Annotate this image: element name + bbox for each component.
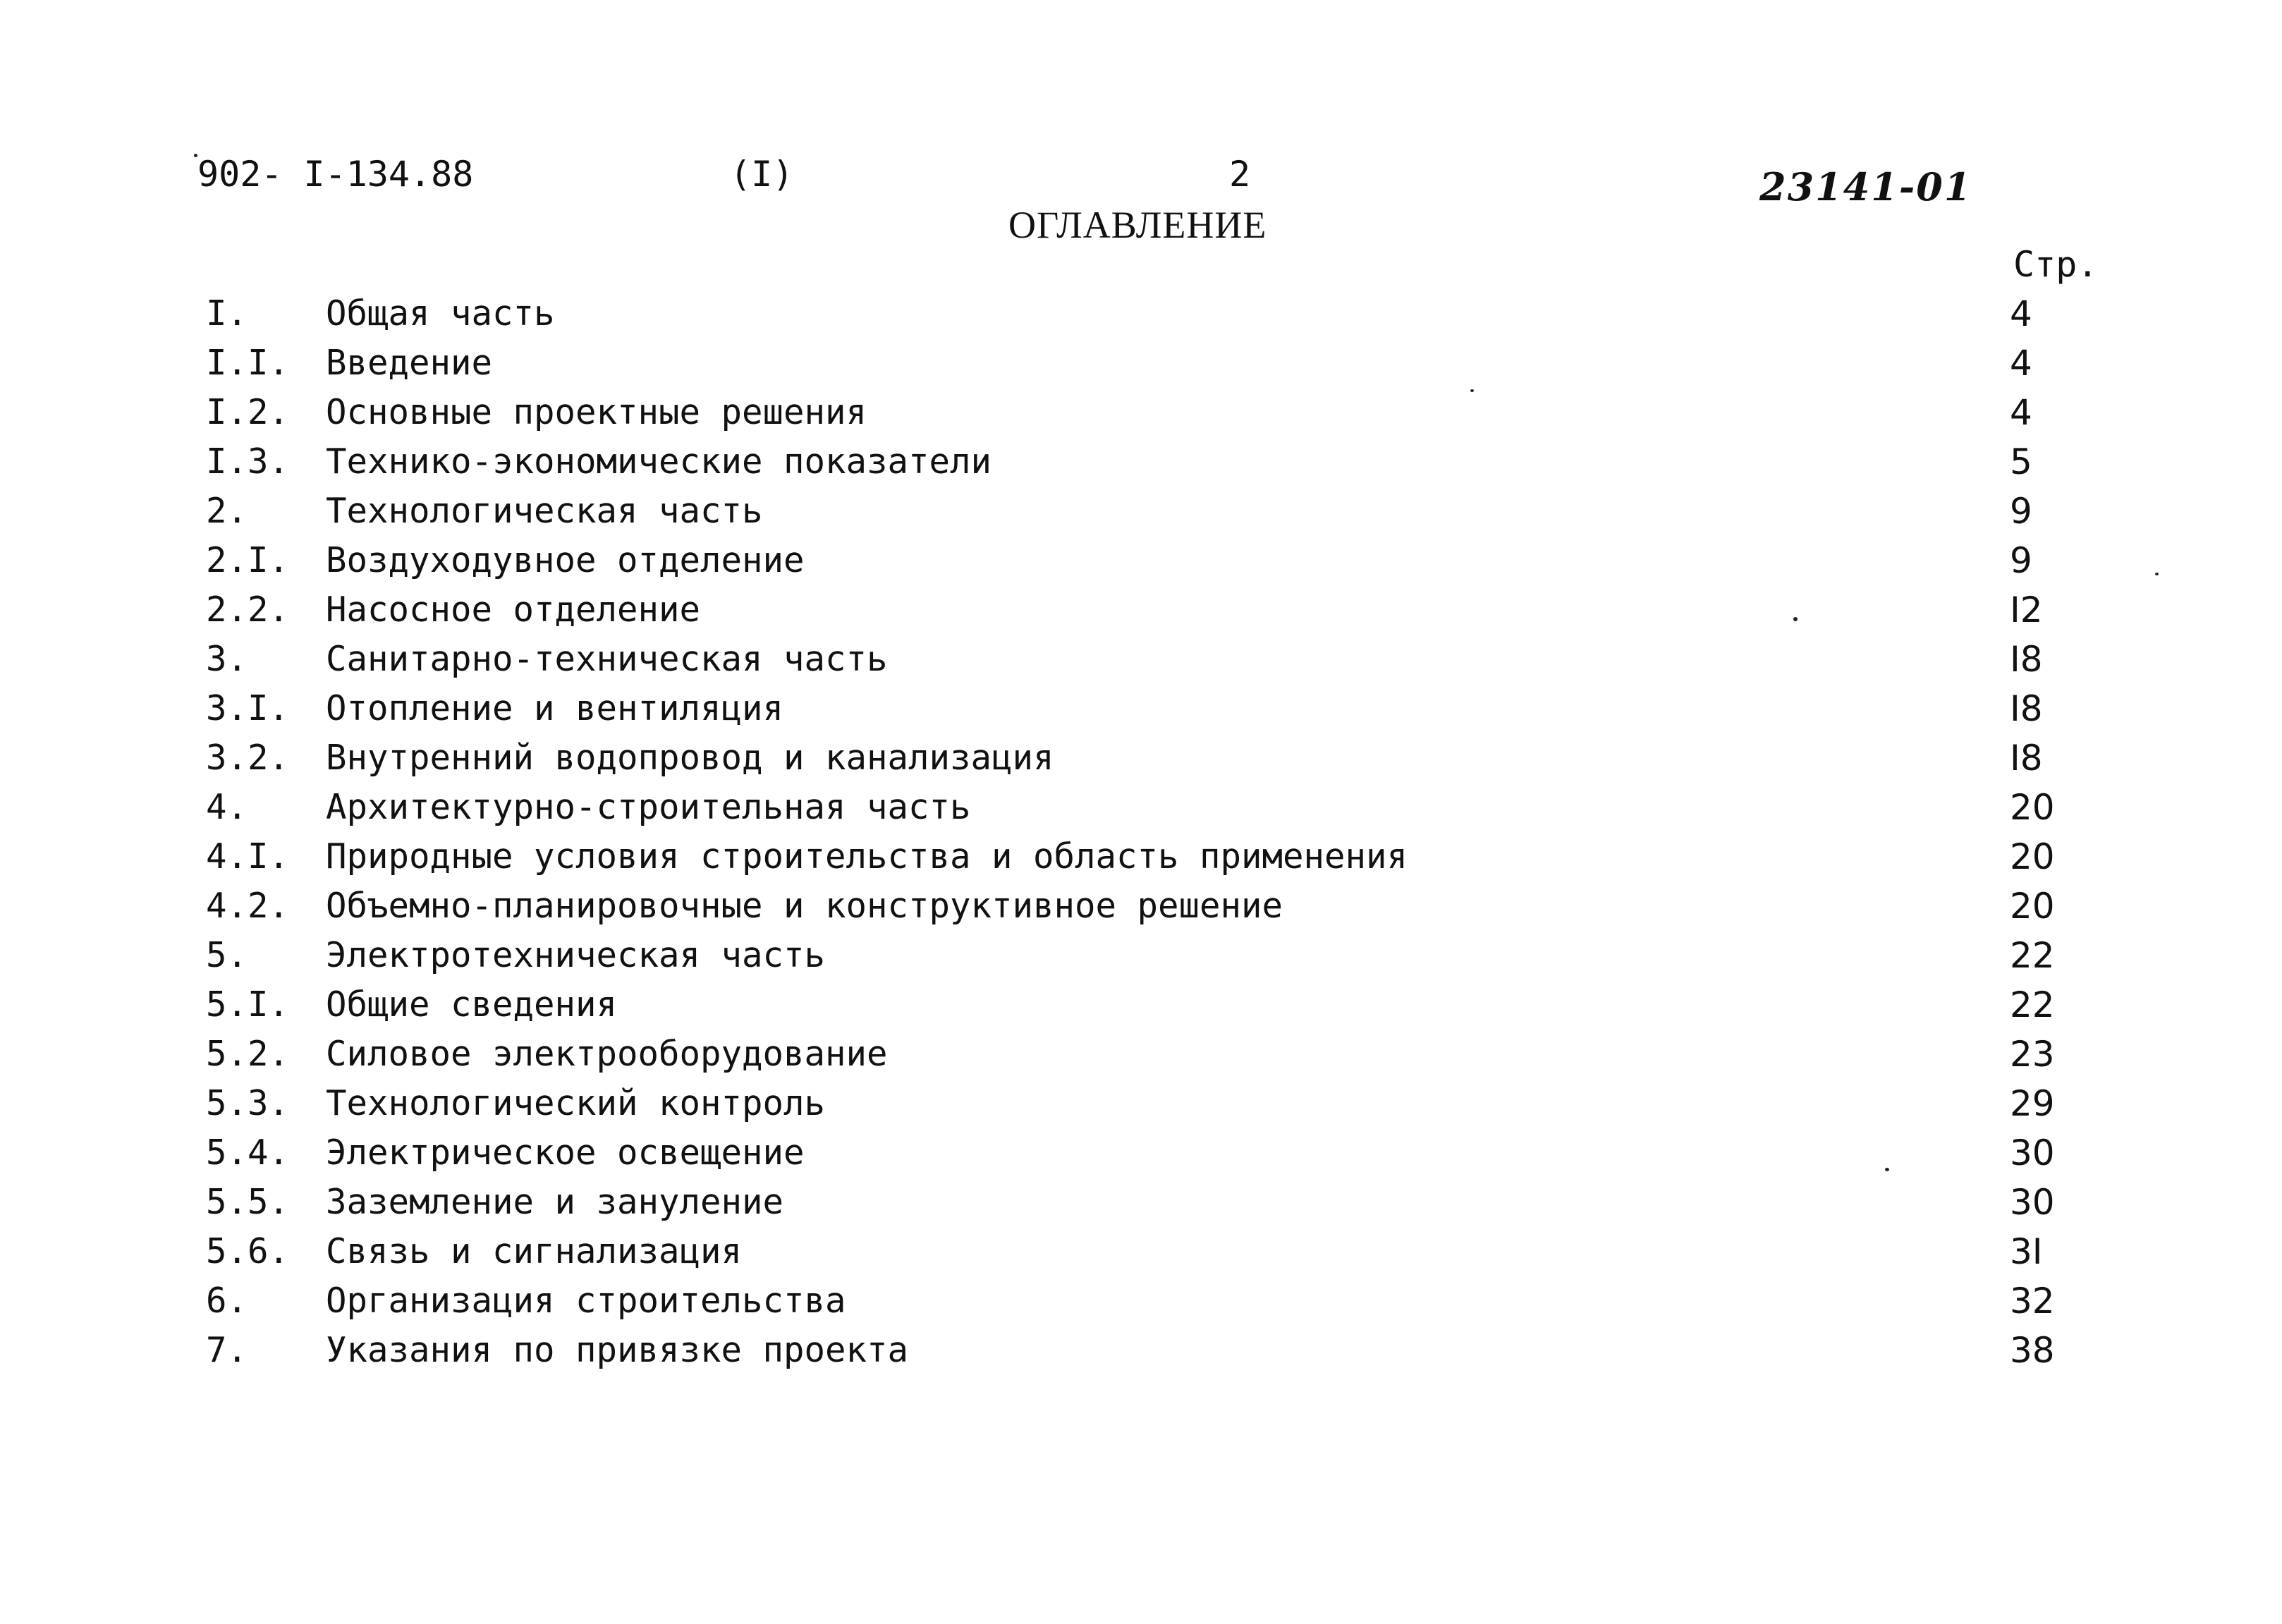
toc-entry <box>0 832 2282 881</box>
toc-entry-page: 4 <box>2010 293 2032 334</box>
page-number: 2 <box>1229 154 1251 195</box>
toc-entry <box>0 733 2282 783</box>
toc-entry-title: Указания по привязке проекта <box>326 1330 909 1370</box>
toc-entry-number: 3. <box>206 639 248 679</box>
scan-speck <box>1793 617 1798 621</box>
toc-entry-page: 30 <box>2010 1182 2055 1223</box>
toc-entry-number: 5.6. <box>206 1231 290 1271</box>
toc-entry-number: 3.2. <box>206 738 290 778</box>
toc-entry <box>0 1178 2282 1227</box>
toc-entry <box>0 536 2282 585</box>
toc-entry-page: 4 <box>2010 392 2032 433</box>
toc-entry-title: Воздуходувное отделение <box>326 540 805 580</box>
toc-entry <box>0 487 2282 536</box>
toc-entry-title: Природные условия строительства и область применения <box>326 836 1408 877</box>
toc-entry-title: Общие сведения <box>326 984 618 1025</box>
toc-entry-number: 5.I. <box>206 984 290 1025</box>
toc-entry-title: Технологический контроль <box>326 1083 826 1123</box>
toc-entry <box>0 931 2282 980</box>
toc-entry-number: I.I. <box>206 343 290 383</box>
document-code: 902- I-134.88 <box>197 154 474 195</box>
handwritten-stamp-number: 23141-01 <box>1759 164 1972 209</box>
toc-entry <box>0 1326 2282 1375</box>
scan-speck <box>2155 573 2159 575</box>
toc-entry-page: 20 <box>2010 886 2055 927</box>
toc-entry-page: 5 <box>2010 441 2032 482</box>
toc-entry-number: 2. <box>206 491 248 531</box>
toc-entry-number: 6. <box>206 1281 248 1321</box>
toc-entry-number: I.3. <box>206 441 290 482</box>
toc-entry-page: I8 <box>2010 639 2043 680</box>
toc-entry-title: Насосное отделение <box>326 590 701 630</box>
toc-entry <box>0 1030 2282 1079</box>
toc-entry-title: Электрическое освещение <box>326 1132 805 1173</box>
toc-entry-page: 9 <box>2010 491 2032 532</box>
toc-entry-page: 20 <box>2010 836 2055 877</box>
toc-entry-title: Электротехническая часть <box>326 935 826 975</box>
toc-entry-title: Отопление и вентиляция <box>326 688 784 728</box>
toc-entry <box>0 881 2282 931</box>
toc-entry-number: 5.3. <box>206 1083 290 1123</box>
table-of-contents <box>0 289 2282 1375</box>
toc-entry-page: 22 <box>2010 984 2055 1025</box>
toc-entry-page: I2 <box>2010 590 2043 630</box>
toc-entry-title: Санитарно-техническая часть <box>326 639 888 679</box>
toc-entry-page: 9 <box>2010 540 2032 581</box>
toc-entry-page: 23 <box>2010 1034 2055 1075</box>
toc-entry-page: 4 <box>2010 343 2032 384</box>
toc-entry-title: Введение <box>326 343 493 383</box>
toc-entry <box>0 1227 2282 1276</box>
toc-entry-title: Связь и сигнализация <box>326 1231 743 1271</box>
toc-entry-number: 4. <box>206 787 248 827</box>
toc-entry-number: 5.5. <box>206 1182 290 1222</box>
toc-entry-title: Заземление и зануление <box>326 1182 784 1222</box>
toc-entry <box>0 1079 2282 1128</box>
toc-entry <box>0 388 2282 437</box>
toc-entry-title: Технико-экономические показатели <box>326 441 992 482</box>
toc-entry-page: 3I <box>2010 1231 2043 1272</box>
toc-entry <box>0 635 2282 684</box>
toc-entry-number: 5.4. <box>206 1132 290 1173</box>
toc-entry <box>0 437 2282 487</box>
toc-entry-number: 5.2. <box>206 1034 290 1074</box>
toc-entry-title: Объемно-планировочные и конструктивное решение <box>326 886 1283 926</box>
scan-speck <box>1885 1168 1889 1171</box>
volume-number: (I) <box>730 154 794 195</box>
scan-speck <box>1470 389 1474 392</box>
scan-speck <box>194 154 197 157</box>
toc-entry <box>0 1128 2282 1178</box>
toc-entry-number: 2.2. <box>206 590 290 630</box>
toc-entry-page: 29 <box>2010 1083 2055 1124</box>
toc-entry-page: 30 <box>2010 1132 2055 1173</box>
toc-entry-number: 2.I. <box>206 540 290 580</box>
toc-entry-number: 4.I. <box>206 836 290 877</box>
toc-entry-number: 3.I. <box>206 688 290 728</box>
toc-entry-title: Внутренний водопровод и канализация <box>326 738 1054 778</box>
toc-entry <box>0 1276 2282 1326</box>
page-column-header: Стр. <box>2013 244 2099 285</box>
toc-entry <box>0 980 2282 1030</box>
toc-entry <box>0 585 2282 635</box>
toc-entry-page: 38 <box>2010 1330 2055 1371</box>
toc-entry-page: I8 <box>2010 688 2043 729</box>
toc-entry-number: I.2. <box>206 392 290 432</box>
toc-entry <box>0 289 2282 338</box>
toc-entry <box>0 338 2282 388</box>
toc-entry-title: Организация строительства <box>326 1281 846 1321</box>
toc-entry-page: 20 <box>2010 787 2055 828</box>
toc-entry-title: Технологическая часть <box>326 491 763 531</box>
toc-entry <box>0 684 2282 733</box>
toc-entry-page: I8 <box>2010 738 2043 779</box>
toc-entry-number: 7. <box>206 1330 248 1370</box>
toc-entry-number: 5. <box>206 935 248 975</box>
toc-entry-title: Общая часть <box>326 293 555 334</box>
toc-entry-title: Основные проектные решения <box>326 392 867 432</box>
toc-entry-number: I. <box>206 293 248 334</box>
toc-heading: ОГЛАВЛЕНИЕ <box>1008 204 1267 246</box>
toc-entry-number: 4.2. <box>206 886 290 926</box>
toc-entry-page: 22 <box>2010 935 2055 976</box>
toc-entry-page: 32 <box>2010 1281 2055 1321</box>
toc-entry <box>0 783 2282 832</box>
toc-entry-title: Силовое электрооборудование <box>326 1034 888 1074</box>
toc-entry-title: Архитектурно-строительная часть <box>326 787 971 827</box>
